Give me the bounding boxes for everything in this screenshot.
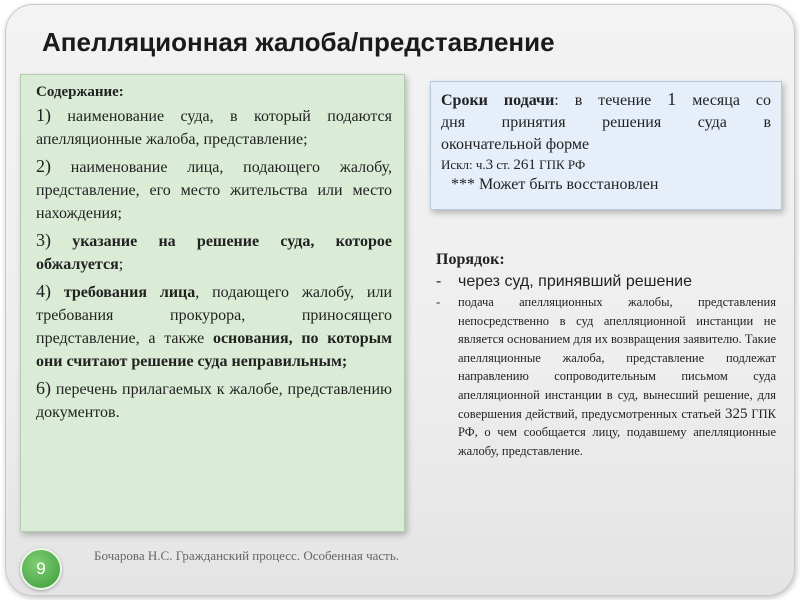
exception-text: Искл: ч.	[441, 157, 486, 172]
filing-order-section	[436, 251, 776, 460]
content-heading: Содержание:	[36, 84, 124, 100]
order-item-1	[436, 271, 776, 293]
page-number-badge: 9	[20, 548, 62, 590]
deadline-line-3: окончательной форме	[441, 136, 590, 153]
content-item-6	[36, 377, 392, 424]
order-heading: Порядок:	[436, 251, 505, 268]
filing-deadline-box	[430, 81, 782, 210]
item-text: наименование суда, в который подаются апелляционные жалоба, представление;	[36, 108, 392, 148]
exception-text: ст.	[493, 157, 514, 172]
item-number: 3)	[36, 230, 51, 250]
item-number: 1)	[36, 105, 51, 125]
deadline-restore-note: *** Может быть восстановлен	[451, 176, 659, 193]
content-item-4	[36, 280, 392, 373]
item-text: наименование лица, подающего жалобу, представление, его место жительства или место нахождения;	[36, 159, 392, 222]
dash-bullet: -	[436, 273, 442, 290]
deadline-exception	[441, 156, 771, 174]
exception-text: ГПК РФ	[535, 157, 586, 172]
item-bold-text: указание на решение суда, которое обжалуется	[36, 233, 393, 273]
content-item-3	[36, 229, 392, 276]
item-text: перечень прилагаемых к жалобе, представлению документов.	[36, 381, 392, 421]
order-item-2	[436, 293, 776, 460]
order-text: подача апелляционных жалобы, представления непосредственно в суд апелляционной инстанции не является основанием для их возвращения заявителю. Такие апелляционные жалоба, представление подлежат направлению сопроводительным письмом суда апелляционной инстанции в суд, вынесший решение, для совершения действий, предусмотренных статьей	[458, 295, 776, 421]
order-item-text: через суд, принявший решение	[458, 273, 693, 290]
slide-title: Апелляционная жалоба/представление	[42, 27, 555, 57]
exception-part: 3	[485, 157, 494, 173]
item-number: 2)	[36, 156, 51, 176]
content-item-1	[36, 104, 392, 151]
exception-article: 261	[513, 157, 536, 173]
deadline-label: Сроки подачи	[441, 92, 555, 109]
item-number: 6)	[36, 378, 51, 398]
item-number: 4)	[36, 281, 51, 301]
item-text: , подающего жалобу, или требования прокурора, приносящего представление, а также	[36, 284, 393, 347]
order-article-number: 325	[725, 405, 748, 422]
slide	[5, 4, 795, 596]
content-item-2	[36, 155, 392, 225]
deadline-line-2: дня принятия решения суда в	[441, 114, 771, 131]
item-bold-text: требования лица	[63, 284, 196, 301]
content-requirements-box	[20, 74, 405, 532]
item-tail: ;	[118, 256, 124, 273]
footer-source: Бочарова Н.С. Гражданский процесс. Особенная часть.	[94, 548, 400, 563]
item-bold-text: основания, по которым они считают решение суда неправильным;	[36, 330, 393, 370]
order-text: ГПК РФ, о чем сообщается лицу, подавшему апелляционные жалобу, представление.	[458, 406, 776, 458]
order-item-text	[458, 293, 776, 460]
deadline-text: : в течение	[554, 92, 668, 109]
deadline-line-1	[441, 88, 771, 112]
deadline-text: месяца со	[676, 92, 771, 109]
deadline-months: 1	[667, 89, 677, 109]
dash-bullet: -	[436, 295, 441, 309]
